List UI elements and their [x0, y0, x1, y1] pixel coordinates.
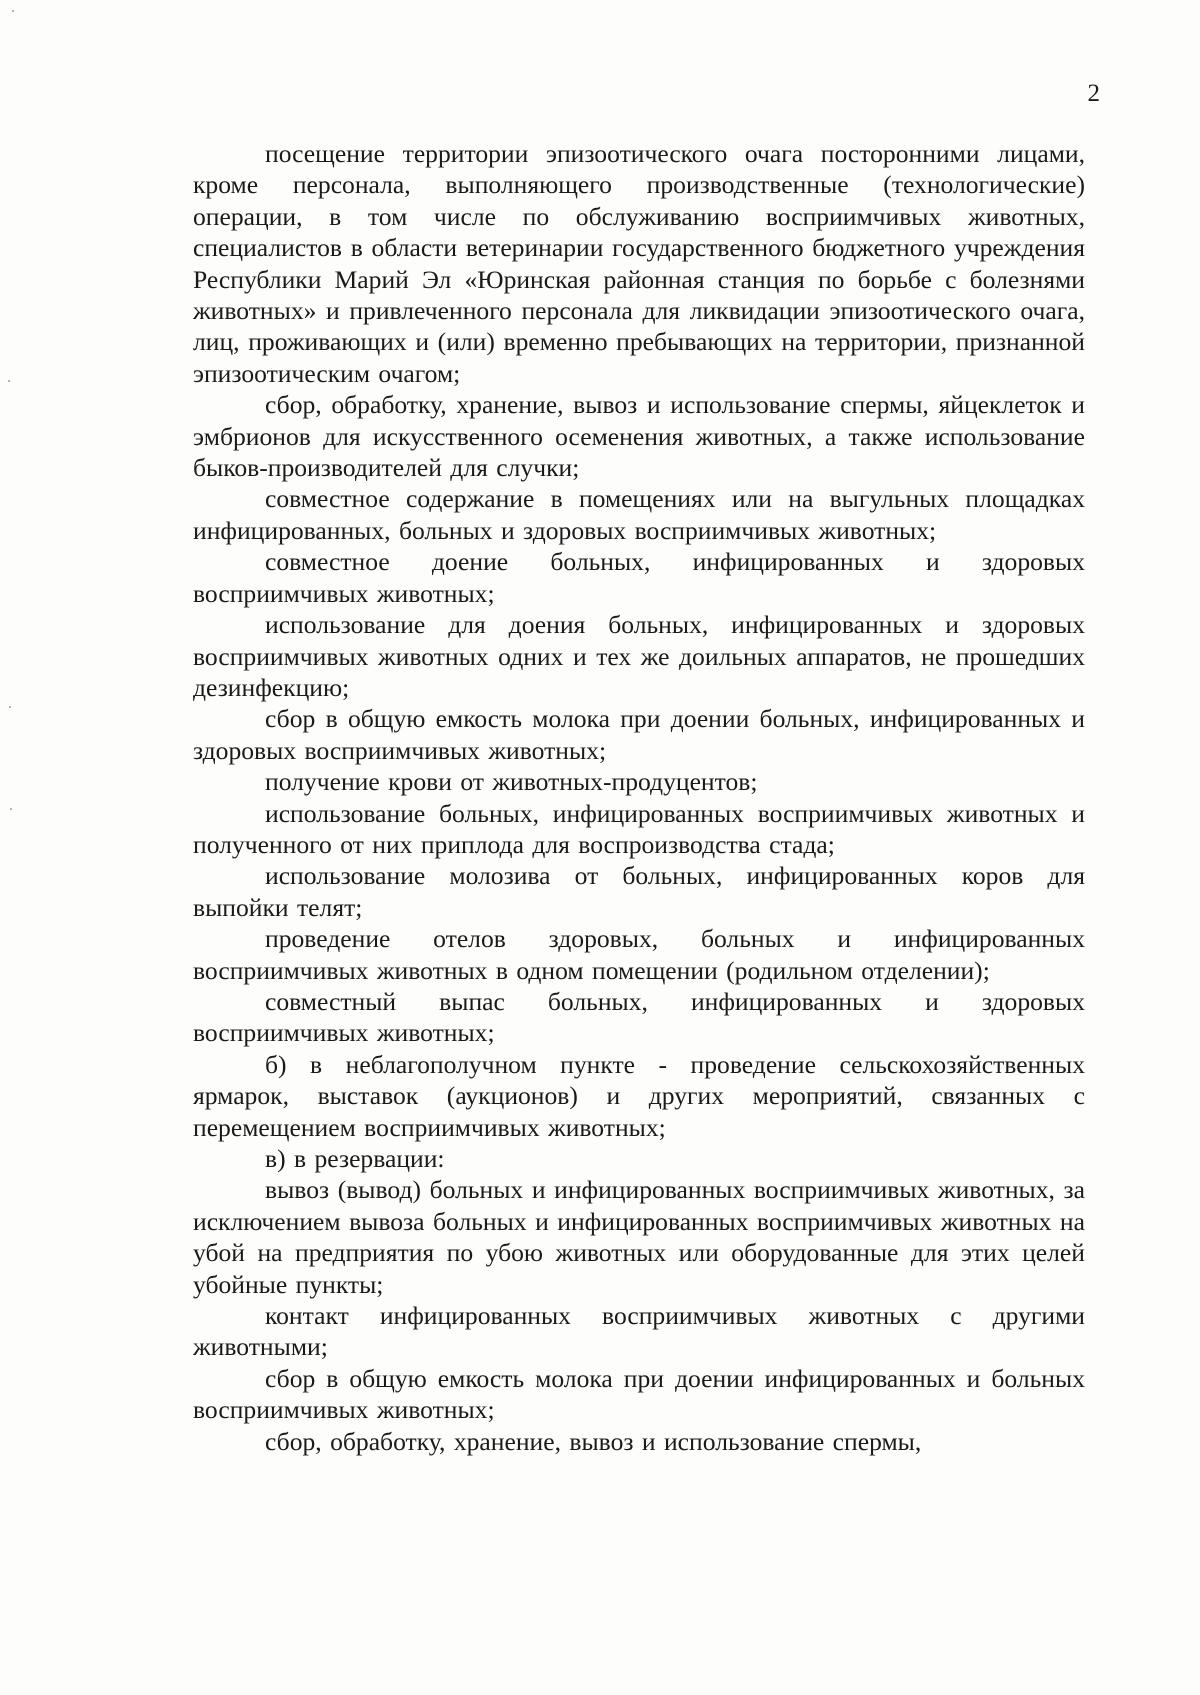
paragraph: сбор, обработку, хранение, вывоз и использование спермы, [265, 1426, 922, 1456]
paragraph: использование для доения больных, инфицированных и здоровых восприимчивых животных одних и тех же доильных аппаратов, не прошедших дезинфекцию; [193, 610, 1085, 702]
paragraph: посещение территории эпизоотического очага посторонними лицами, кроме персонала, выполняющего производственные (технологические) операции, в том числе по обслуживанию восприимчивых животных, специалистов в области ветеринарии государственного бюджетного учреждения Республики Марий Эл «Юринская районная станция по борьбе с болезнями животных» и привлеченного персонала для ликвидации эпизоотического очага, лиц, проживающих и (или) временно пребывающих на территории, признанной эпизоотическим очагом; [193, 139, 1085, 388]
paragraph: в) в резервации: [265, 1144, 445, 1173]
scan-mark [10, 808, 12, 810]
paragraph: сбор в общую емкость молока при доении инфицированных и больных восприимчивых животных; [193, 1363, 1085, 1425]
scan-mark [8, 380, 10, 382]
paragraph: совместное содержание в помещениях или на выгульных площадках инфицированных, больных и здоровых восприимчивых животных; [193, 484, 1085, 545]
paragraph: совместное доение больных, инфицированных и здоровых восприимчивых животных; [193, 547, 1085, 608]
paragraph: совместный выпас больных, инфицированных и здоровых восприимчивых животных; [193, 986, 1085, 1048]
scan-mark [12, 10, 14, 12]
paragraph: проведение отелов здоровых, больных и инфицированных восприимчивых животных в одном помещении (родильном отделении); [193, 924, 1085, 985]
document-body [193, 138, 1085, 1457]
scan-mark [9, 706, 11, 708]
paragraph: вывоз (вывод) больных и инфицированных восприимчивых животных, за исключением вывоза больных и инфицированных восприимчивых животных на убой на предприятия по убою животных или оборудованные для этих целей убойные пункты; [193, 1175, 1085, 1299]
paragraph: получение крови от животных-продуцентов; [265, 767, 758, 797]
paragraph: сбор в общую емкость молока при доении больных, инфицированных и здоровых восприимчивых животных; [193, 704, 1085, 765]
paragraph: б) в неблагополучном пункте - проведение сельскохозяйственных ярмарок, выставок (аукционов) и других мероприятий, связанных с перемещением восприимчивых животных; [193, 1049, 1085, 1142]
paragraph: сбор, обработку, хранение, вывоз и использование спермы, яйцеклеток и эмбрионов для искусственного осеменения животных, а также использование быков-производителей для случки; [193, 390, 1085, 483]
paragraph: использование молозива от больных, инфицированных коров для выпойки телят; [193, 861, 1085, 922]
paragraph: использование больных, инфицированных восприимчивых животных и полученного от них приплода для воспроизводства стада; [193, 798, 1085, 859]
page-number: 2 [1087, 80, 1100, 107]
paragraph: контакт инфицированных восприимчивых животных с другими животными; [193, 1301, 1085, 1362]
